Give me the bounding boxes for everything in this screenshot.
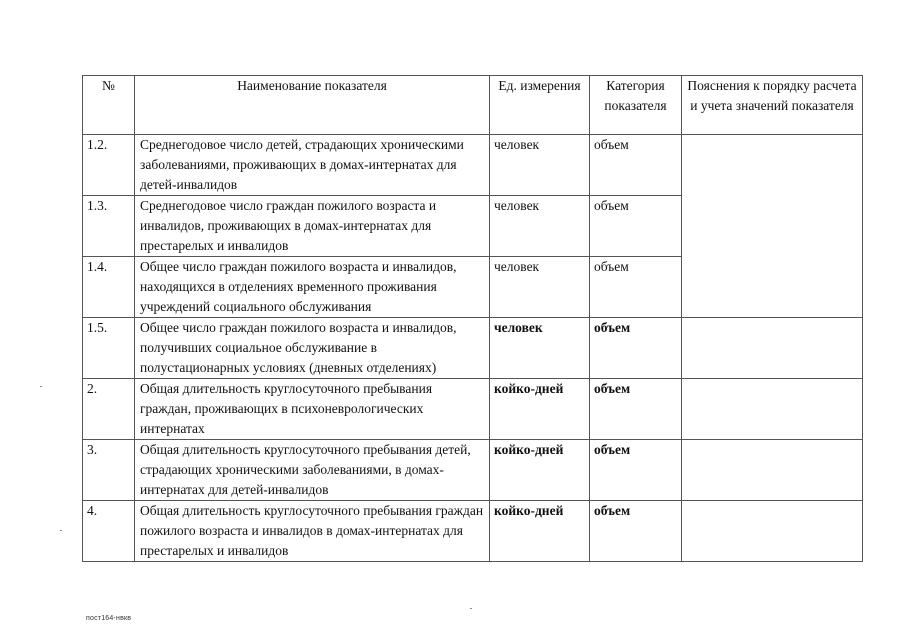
- row-name: Общее число граждан пожилого возраста и инвалидов, получивших социальное обслуживание в полустационарных условиях (дневных отделениях): [135, 318, 490, 379]
- header-name: Наименование показателя: [135, 76, 490, 135]
- row-category: объем: [590, 257, 682, 318]
- row-num: 2.: [83, 379, 135, 440]
- header-num: №: [83, 76, 135, 135]
- row-name: Среднегодовое число детей, страдающих хроническими заболеваниями, проживающих в домах-интернатах для детей-инвалидов: [135, 135, 490, 196]
- row-category: объем: [590, 318, 682, 379]
- footer-code: пост164-нвкв: [86, 615, 132, 622]
- row-unit: койко-дней: [490, 440, 590, 501]
- row-unit: человек: [490, 196, 590, 257]
- row-num: 1.2.: [83, 135, 135, 196]
- row-num: 3.: [83, 440, 135, 501]
- header-category: Категория показателя: [590, 76, 682, 135]
- row-category: объем: [590, 379, 682, 440]
- scan-speck: [40, 386, 42, 387]
- row-name: Общая длительность круглосуточного пребывания граждан пожилого возраста и инвалидов в домах-интернатах для престарелых и инвалидов: [135, 501, 490, 562]
- row-explanation: [682, 318, 863, 379]
- row-category: объем: [590, 196, 682, 257]
- table-row: [83, 135, 863, 196]
- row-category: объем: [590, 501, 682, 562]
- scan-speck: [470, 608, 472, 609]
- row-unit: человек: [490, 135, 590, 196]
- row-unit: койко-дней: [490, 379, 590, 440]
- row-name: Общая длительность круглосуточного пребывания граждан, проживающих в психоневрологических интернатах: [135, 379, 490, 440]
- row-explanation: [682, 501, 863, 562]
- table-row: [83, 501, 863, 562]
- header-explanation: Пояснения к порядку расчета и учета значений показателя: [682, 76, 863, 135]
- row-unit: человек: [490, 318, 590, 379]
- table-row: [83, 379, 863, 440]
- scan-speck: [60, 530, 62, 531]
- table-row: [83, 318, 863, 379]
- row-num: 1.5.: [83, 318, 135, 379]
- table-header-row: [83, 76, 863, 135]
- row-category: объем: [590, 135, 682, 196]
- row-num: 4.: [83, 501, 135, 562]
- row-num: 1.3.: [83, 196, 135, 257]
- row-unit: человек: [490, 257, 590, 318]
- row-category: объем: [590, 440, 682, 501]
- row-name: Общее число граждан пожилого возраста и инвалидов, находящихся в отделениях временного проживания учреждений социального обслуживания: [135, 257, 490, 318]
- row-num: 1.4.: [83, 257, 135, 318]
- row-name: Общая длительность круглосуточного пребывания детей, страдающих хроническими заболеваниями, в домах-интернатах для детей-инвалидов: [135, 440, 490, 501]
- row-explanation: [682, 135, 863, 318]
- row-name: Среднегодовое число граждан пожилого возраста и инвалидов, проживающих в домах-интернатах для престарелых и инвалидов: [135, 196, 490, 257]
- row-explanation: [682, 440, 863, 501]
- header-unit: Ед. измерения: [490, 76, 590, 135]
- table-row: [83, 440, 863, 501]
- indicators-table: [82, 75, 863, 562]
- row-unit: койко-дней: [490, 501, 590, 562]
- row-explanation: [682, 379, 863, 440]
